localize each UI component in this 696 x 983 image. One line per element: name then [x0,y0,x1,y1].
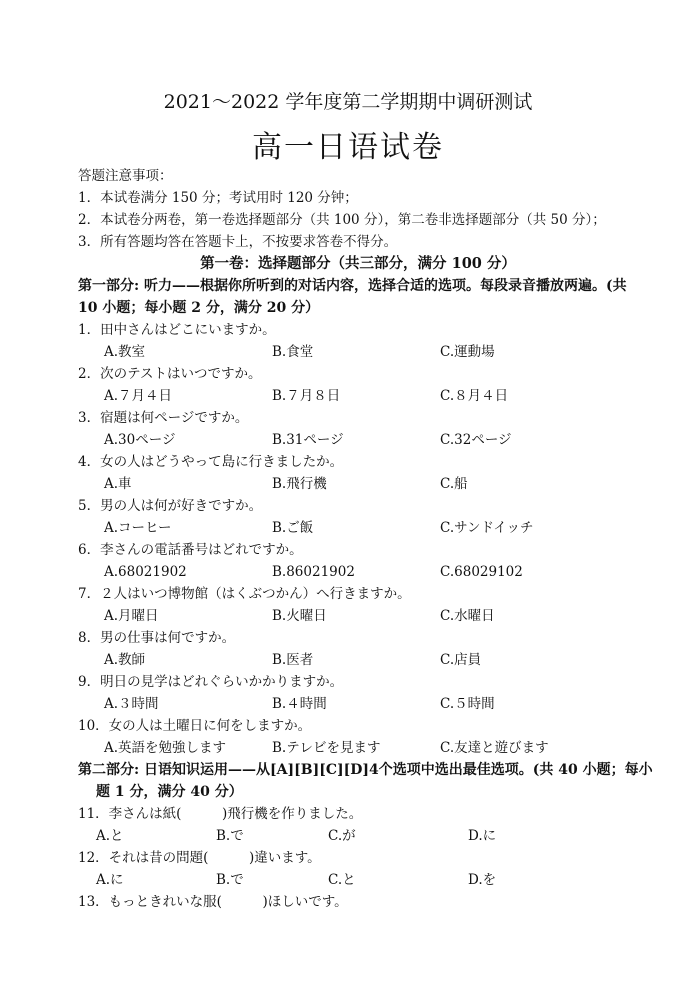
part1-heading: 第一部分: 听力——根据你所听到的对话内容，选择合适的选项。每段录音播放两遍。(共 [78,278,627,294]
notice-heading: 答题注意事项： [78,168,173,184]
option-b: B.で [216,872,244,888]
part2-heading: 第二部分: 日语知识运用——从[A][B][C][D]4个选项中选出最佳选项。(共 40 小题；每小 [78,762,653,778]
option-b: B.飛行機 [272,476,327,492]
option-d: D.を [468,872,497,888]
option-a: A.コーヒー [104,520,172,536]
exam-body [78,165,653,913]
question: 5．男の人は何が好きですか。 [78,498,263,514]
option-a: A.と [96,828,124,844]
question: 8．男の仕事は何ですか。 [78,630,236,646]
answer-options [78,605,638,627]
answer-options [78,649,638,671]
answer-options [78,825,638,847]
answer-options [78,693,638,715]
question: 11．李さんは紙( )飛行機を作りました。 [78,806,363,822]
answer-options [78,429,638,451]
answer-options [78,561,638,583]
question: 3．宿題は何ページですか。 [78,410,249,426]
option-c: C.店員 [440,652,482,668]
question: 10．女の人は土曜日に何をしますか。 [78,718,312,734]
option-c: C.68029102 [440,564,523,580]
part2-question-list [78,803,638,913]
option-a: A.教室 [104,344,146,360]
option-b: B.31ページ [272,432,344,448]
option-d: D.に [468,828,497,844]
option-c: C.と [328,872,356,888]
option-c: C.８月４日 [440,388,509,404]
option-a: A.教師 [104,652,146,668]
question: 2．次のテストはいつですか。 [78,366,262,382]
question: 1．田中さんはどこにいますか。 [78,322,276,338]
answer-options [78,737,638,759]
question: 7．２人はいつ博物館（はくぶつかん）へ行きますか。 [78,586,411,602]
option-a: A.英語を勉強します [104,740,227,756]
option-a: A.に [96,872,124,888]
option-b: B.７月８日 [272,388,341,404]
part1-question-list [78,319,638,759]
exam-title: 高一日语试卷 [252,130,444,165]
option-c: C.サンドイッチ [440,520,534,536]
answer-options [78,869,638,891]
option-b: B.火曜日 [272,608,327,624]
option-c: C.船 [440,476,468,492]
notice-item: 3．所有答题均答在答题卡上，不按要求答卷不得分。 [78,234,398,250]
option-a: A.30ページ [104,432,176,448]
exam-period-title: 2021～2022 学年度第二学期期中调研测试 [163,91,533,113]
option-c: C.水曜日 [440,608,495,624]
option-b: B.ご飯 [272,520,314,536]
notice-item: 1．本试卷满分 150 分；考试用时 120 分钟； [78,190,358,206]
option-b: B.医者 [272,652,314,668]
option-a: A.車 [104,476,132,492]
part2-heading-cont: 题 1 分，满分 40 分） [96,784,243,800]
option-b: B.４時間 [272,696,327,712]
volume1-title: 第一卷：选择题部分（共三部分，满分 100 分） [200,255,516,272]
answer-options [78,473,638,495]
answer-options [78,517,638,539]
option-c: C.５時間 [440,696,495,712]
question: 4．女の人はどうやって島に行きましたか。 [78,454,344,470]
notice-item: 2．本试卷分两卷，第一卷选择题部分（共 100 分），第二卷非选择题部分（共 50 分）； [78,212,606,228]
answer-options [78,385,638,407]
option-b: B.で [216,828,244,844]
option-a: A.３時間 [104,696,159,712]
option-b: B.テレビを見ます [272,740,381,756]
option-a: A.月曜日 [104,608,159,624]
option-b: B.86021902 [272,564,355,580]
option-c: C.32ページ [440,432,512,448]
option-b: B.食堂 [272,344,314,360]
question: 6．李さんの電話番号はどれですか。 [78,542,303,558]
option-c: C.運動場 [440,344,495,360]
option-a: A.７月４日 [104,388,173,404]
option-c: C.友達と遊びます [440,740,549,756]
option-c: C.が [328,828,356,844]
option-a: A.68021902 [104,564,187,580]
question: 12．それは昔の問題( )違います。 [78,850,321,866]
part1-heading-cont: 10 小题；每小题 2 分，满分 20 分） [78,300,320,316]
question: 9．明日の見学はどれぐらいかかりますか。 [78,674,344,690]
answer-options [78,341,638,363]
question: 13．もっときれいな服( )ほしいです。 [78,894,348,910]
